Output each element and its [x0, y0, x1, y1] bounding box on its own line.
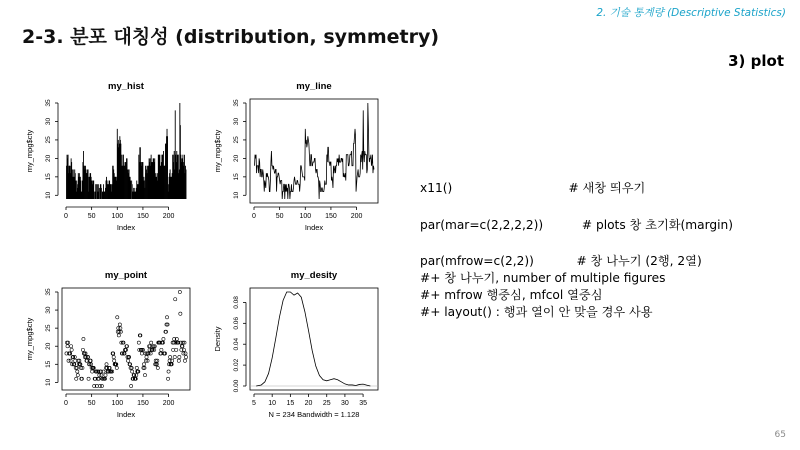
x-tick-label: 150: [137, 213, 149, 220]
x-axis-label: Index: [116, 223, 136, 232]
scatter-point: [112, 355, 115, 358]
y-tick-label: 10: [45, 378, 52, 387]
scatter-point: [142, 363, 145, 366]
subtitle: 3) plot: [728, 52, 784, 70]
y-tick-label: 25: [233, 136, 240, 144]
scatter-point: [174, 298, 177, 301]
x-axis-label: N = 234 Bandwidth = 1.128: [268, 410, 360, 419]
y-tick-label: 15: [45, 173, 52, 181]
code-comment-multiple-figures: #+ 창 나누기, number of multiple figures: [420, 271, 666, 285]
plot-frame: [250, 288, 378, 390]
scatter-point: [184, 352, 187, 355]
scatter-point: [115, 366, 118, 369]
page-number: 65: [774, 430, 786, 440]
y-tick-label: 15: [45, 360, 52, 368]
y-tick-label: 20: [45, 342, 52, 350]
y-tick-label: 0.02: [233, 358, 240, 372]
y-tick-label: 30: [233, 117, 240, 126]
slide-title: 2-3. 분포 대칭성 (distribution, symmetry): [22, 26, 440, 48]
scatter-point: [81, 348, 84, 351]
scatter-point: [173, 355, 176, 358]
scatter-point: [75, 377, 78, 380]
scatter-point: [105, 363, 108, 366]
scatter-point: [117, 334, 120, 337]
section-tag: 2. 기술 통계량 (Descriptive Statistics): [596, 7, 786, 19]
scatter-point: [118, 323, 121, 326]
scatter-point: [184, 355, 187, 358]
scatter-point: [178, 290, 181, 293]
chart-title: my_hist: [108, 81, 144, 92]
y-tick-label: 30: [45, 117, 52, 126]
scatter-point: [179, 312, 182, 315]
scatter-point: [167, 370, 170, 373]
scatter-point: [100, 384, 103, 387]
y-axis-label: Density: [213, 326, 222, 352]
scatter-point: [165, 316, 168, 319]
series-line: [255, 103, 374, 199]
scatter-point: [169, 355, 172, 358]
x-tick-label: 30: [341, 400, 349, 407]
x-tick-label: 200: [162, 213, 175, 220]
x-tick-label: 100: [111, 213, 124, 220]
scatter-point: [162, 337, 165, 340]
y-tick-label: 20: [45, 154, 52, 163]
x-tick-label: 150: [325, 213, 337, 220]
scatter-point: [178, 355, 181, 358]
x-tick-label: 150: [137, 400, 149, 407]
scatter-point: [70, 345, 73, 348]
scatter-point: [100, 374, 103, 377]
scatter-point: [66, 345, 69, 348]
scatter-point: [175, 348, 178, 351]
scatter-point: [76, 370, 79, 373]
code-line-par-mar: par(mar=c(2,2,2,2)) # plots 창 초기화(margin): [420, 218, 734, 232]
y-tick-label: 20: [233, 154, 240, 163]
y-tick-label: 25: [45, 324, 52, 332]
scatter-point: [183, 359, 186, 362]
y-tick-label: 15: [233, 173, 240, 181]
chart-title: my_point: [104, 270, 148, 281]
x-tick-label: 5: [252, 400, 256, 407]
scatter-point: [145, 355, 148, 358]
series-line: [256, 292, 370, 386]
y-tick-label: 35: [233, 99, 240, 107]
scatter-point: [172, 348, 175, 351]
scatter-point: [110, 377, 113, 380]
scatter-point: [130, 384, 133, 387]
scatter-point: [135, 366, 138, 369]
chart-title: my_line: [296, 81, 332, 92]
y-axis-label: my_mpg$cty: [25, 129, 34, 173]
scatter-point: [74, 359, 77, 362]
code-line-x11: x11() # 새창 띄우기: [420, 181, 646, 195]
x-tick-label: 15: [286, 400, 295, 407]
scatter-point: [137, 341, 140, 344]
scatter-point: [166, 377, 169, 380]
code-line-par-mfrow: par(mfrow=c(2,2)) # 창 나누기 (2행, 2열): [420, 254, 702, 268]
scatter-point: [87, 377, 90, 380]
scatter-point: [143, 374, 146, 377]
scatter-point: [156, 366, 159, 369]
scatter-point: [113, 359, 116, 362]
scatter-point: [150, 341, 153, 344]
scatter-point: [69, 359, 72, 362]
x-tick-label: 100: [299, 213, 312, 220]
scatter-point: [82, 337, 85, 340]
code-comment-layout: #+ layout() : 행과 열이 안 맞을 경우 사용: [420, 305, 653, 319]
scatter-point: [91, 370, 94, 373]
charts-panel: [0, 70, 410, 440]
x-tick-label: 0: [64, 400, 68, 407]
x-tick-label: 35: [359, 400, 367, 407]
scatter-point: [119, 327, 122, 330]
x-tick-label: 20: [304, 400, 313, 407]
y-tick-label: 0.08: [233, 296, 240, 309]
x-tick-label: 50: [275, 213, 284, 220]
y-tick-label: 25: [45, 136, 52, 144]
x-tick-label: 25: [322, 400, 331, 407]
code-comment-mfrow-mfcol: #+ mfrow 행중심, mfcol 열중심: [420, 288, 603, 302]
x-tick-label: 50: [87, 213, 96, 220]
x-tick-label: 10: [268, 400, 277, 407]
x-tick-label: 0: [252, 213, 256, 220]
x-tick-label: 200: [162, 400, 175, 407]
x-axis-label: Index: [304, 223, 324, 232]
y-tick-label: 0.04: [233, 337, 240, 351]
y-tick-label: 0.06: [233, 317, 240, 330]
x-tick-label: 200: [350, 213, 363, 220]
scatter-point: [104, 374, 107, 377]
scatter-point: [140, 352, 143, 355]
x-tick-label: 50: [87, 400, 96, 407]
scatter-point: [177, 359, 180, 362]
scatter-point: [76, 374, 79, 377]
y-tick-label: 10: [233, 191, 240, 199]
y-tick-label: 35: [45, 288, 52, 296]
scatter-point: [126, 359, 129, 362]
y-tick-label: 10: [45, 191, 52, 199]
y-tick-label: 0.00: [233, 379, 240, 393]
plot-frame: [62, 288, 190, 390]
scatter-point: [116, 316, 119, 319]
y-axis-label: my_mpg$cty: [213, 129, 222, 173]
y-axis-label: my_mpg$cty: [25, 317, 34, 361]
x-tick-label: 0: [64, 213, 68, 220]
y-tick-label: 35: [45, 99, 52, 107]
chart-title: my_desity: [290, 270, 338, 281]
scatter-point: [70, 348, 73, 351]
x-tick-label: 100: [111, 400, 124, 407]
y-tick-label: 30: [45, 306, 52, 314]
scatter-point: [160, 348, 163, 351]
scatter-point: [131, 370, 134, 373]
x-axis-label: Index: [116, 410, 136, 419]
